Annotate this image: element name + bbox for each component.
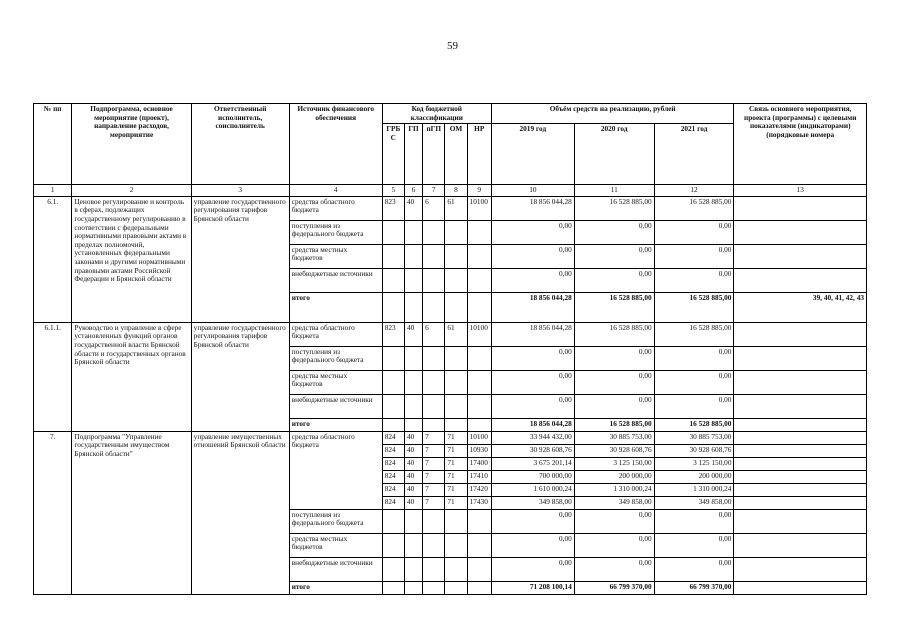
source-label: поступления из федерального бюджета <box>289 220 382 244</box>
amount-2021: 0,00 <box>654 346 734 370</box>
amount-2020: 0,00 <box>574 557 654 581</box>
page-number: 59 <box>447 40 458 52</box>
code-pgp: 7 <box>423 431 445 444</box>
row-program: Подпрограмма "Управление государственным имуществом Брянской области" <box>72 431 191 594</box>
amount-2019: 1 610 000,24 <box>491 483 574 496</box>
amount-2021: 0,00 <box>654 509 734 533</box>
amount-2021: 0,00 <box>654 557 734 581</box>
source-label: средства областного бюджета <box>289 322 382 346</box>
code-pgp: 7 <box>423 457 445 470</box>
code-gp: 40 <box>404 457 422 470</box>
code-gp: 40 <box>404 483 422 496</box>
row-program: Ценовое регулирование и контроль в сферах, подлежащих государственному регулированию в соответствии с федеральными нормативными правовыми актами в пределах полномочий, установленных федеральными законами и другими нормативными правовыми актами Российской Федерации и Брянской области <box>72 196 191 322</box>
code-grbs: 824 <box>382 496 404 509</box>
code-grbs: 824 <box>382 444 404 457</box>
amount-2021: 1 310 000,24 <box>654 483 734 496</box>
amount-2020: 0,00 <box>574 220 654 244</box>
col-number: 12 <box>654 185 734 197</box>
total-2019: 18 856 044,28 <box>491 418 574 431</box>
amount-2019: 33 944 432,00 <box>491 431 574 444</box>
amount-2019: 700 000,00 <box>491 470 574 483</box>
amount-2019: 0,00 <box>491 370 574 394</box>
row-executor: управление имущественных отношений Брянской области <box>191 431 289 594</box>
amount-2020: 0,00 <box>574 346 654 370</box>
code-nr: 10100 <box>467 322 491 346</box>
amount-2019: 349 858,00 <box>491 496 574 509</box>
col-number: 1 <box>34 185 72 197</box>
code-nr: 10100 <box>467 431 491 444</box>
amount-2020: 30 928 608,76 <box>574 444 654 457</box>
code-pgp: 6 <box>423 196 445 220</box>
col-number: 9 <box>467 185 491 197</box>
source-label: средства местных бюджетов <box>289 244 382 268</box>
amount-2020: 200 000,00 <box>574 470 654 483</box>
code-om: 61 <box>445 196 467 220</box>
col-number: 11 <box>574 185 654 197</box>
amount-2020: 0,00 <box>574 533 654 557</box>
header-link: Связь основного мероприятия, проекта (программы) с целевыми показателями (индикаторами) (порядковые номера <box>734 104 867 185</box>
amount-2021: 16 528 885,00 <box>654 196 734 220</box>
total-link: 39, 40, 41, 42, 43 <box>734 292 867 322</box>
amount-2019: 0,00 <box>491 533 574 557</box>
header-volume-group: Объём средств на реализацию, рублей <box>491 104 734 124</box>
amount-2019: 30 928 608,76 <box>491 444 574 457</box>
code-gp: 40 <box>404 444 422 457</box>
amount-2021: 30 885 753,00 <box>654 431 734 444</box>
col-number: 4 <box>289 185 382 197</box>
source-label: внебюджетные источники <box>289 557 382 581</box>
code-om: 71 <box>445 431 467 444</box>
code-pgp: 7 <box>423 483 445 496</box>
code-grbs: 823 <box>382 196 404 220</box>
amount-2021: 0,00 <box>654 370 734 394</box>
header-row-1 <box>34 104 867 124</box>
header-code-nr: НР <box>467 124 491 185</box>
code-gp: 40 <box>404 496 422 509</box>
source-label: средства областного бюджета <box>289 196 382 220</box>
header-year-2021: 2021 год <box>654 124 734 185</box>
code-pgp: 7 <box>423 444 445 457</box>
amount-2020: 0,00 <box>574 268 654 292</box>
amount-2019: 0,00 <box>491 509 574 533</box>
table-row <box>34 431 867 444</box>
amount-2021: 0,00 <box>654 394 734 418</box>
code-nr: 10100 <box>467 196 491 220</box>
amount-2020: 0,00 <box>574 509 654 533</box>
amount-2021: 0,00 <box>654 533 734 557</box>
col-number: 8 <box>445 185 467 197</box>
code-grbs: 824 <box>382 483 404 496</box>
header-code-grbs: ГРБС <box>382 124 404 185</box>
amount-2019: 3 675 201,14 <box>491 457 574 470</box>
amount-2020: 16 528 885,00 <box>574 196 654 220</box>
source-label: поступления из федерального бюджета <box>289 509 382 533</box>
amount-2021: 0,00 <box>654 220 734 244</box>
amount-2021: 349 858,00 <box>654 496 734 509</box>
code-om: 71 <box>445 457 467 470</box>
total-label: итого <box>289 581 382 594</box>
col-number: 2 <box>72 185 191 197</box>
code-nr: 17420 <box>467 483 491 496</box>
code-nr: 10930 <box>467 444 491 457</box>
amount-2019: 0,00 <box>491 394 574 418</box>
amount-2021: 0,00 <box>654 244 734 268</box>
link-cell <box>734 196 867 220</box>
total-2021: 16 528 885,00 <box>654 418 734 431</box>
amount-2019: 0,00 <box>491 244 574 268</box>
amount-2019: 0,00 <box>491 268 574 292</box>
col-number: 13 <box>734 185 867 197</box>
amount-2020: 349 858,00 <box>574 496 654 509</box>
source-label: средства областного бюджета <box>289 431 382 509</box>
source-label: поступления из федерального бюджета <box>289 346 382 370</box>
header-executor: Ответственный исполнитель, соисполнитель <box>191 104 289 185</box>
amount-2020: 1 310 000,24 <box>574 483 654 496</box>
amount-2021: 16 528 885,00 <box>654 322 734 346</box>
row-number: 7. <box>34 431 72 594</box>
amount-2020: 30 885 753,00 <box>574 431 654 444</box>
total-label: итого <box>289 292 382 322</box>
source-label: внебюджетные источники <box>289 394 382 418</box>
amount-2020: 0,00 <box>574 370 654 394</box>
amount-2019: 0,00 <box>491 220 574 244</box>
amount-2020: 0,00 <box>574 394 654 418</box>
code-om: 61 <box>445 322 467 346</box>
code-gp: 40 <box>404 322 422 346</box>
header-code-om: ОМ <box>445 124 467 185</box>
code-gp: 40 <box>404 431 422 444</box>
code-nr: 17400 <box>467 457 491 470</box>
total-2020: 66 799 370,00 <box>574 581 654 594</box>
code-grbs: 824 <box>382 470 404 483</box>
code-grbs: 824 <box>382 457 404 470</box>
col-number: 6 <box>404 185 422 197</box>
row-program: Руководство и управление в сфере установленных функций органов государственной власти Брянской области и государственных органов Брянской области <box>72 322 191 431</box>
row-number: 6.1.1. <box>34 322 72 431</box>
amount-2021: 200 000,00 <box>654 470 734 483</box>
header-num: № пп <box>34 104 72 185</box>
header-code-group: Код бюджетной классификации <box>382 104 491 124</box>
code-om: 71 <box>445 444 467 457</box>
source-label: средства местных бюджетов <box>289 370 382 394</box>
header-year-2020: 2020 год <box>574 124 654 185</box>
total-2020: 16 528 885,00 <box>574 418 654 431</box>
amount-2019: 0,00 <box>491 557 574 581</box>
amount-2020: 3 125 150,00 <box>574 457 654 470</box>
source-label: внебюджетные источники <box>289 268 382 292</box>
code-gp: 40 <box>404 196 422 220</box>
header-source: Источник финансового обеспечения <box>289 104 382 185</box>
total-2020: 16 528 885,00 <box>574 292 654 322</box>
total-2021: 66 799 370,00 <box>654 581 734 594</box>
amount-2020: 0,00 <box>574 244 654 268</box>
amount-2021: 3 125 150,00 <box>654 457 734 470</box>
amount-2021: 0,00 <box>654 268 734 292</box>
code-grbs: 824 <box>382 431 404 444</box>
col-number: 5 <box>382 185 404 197</box>
total-2021: 16 528 885,00 <box>654 292 734 322</box>
amount-2021: 30 928 608,76 <box>654 444 734 457</box>
code-om: 71 <box>445 483 467 496</box>
code-gp: 40 <box>404 470 422 483</box>
total-2019: 71 208 100,14 <box>491 581 574 594</box>
code-om: 71 <box>445 470 467 483</box>
table-row <box>34 322 867 346</box>
code-nr: 17410 <box>467 470 491 483</box>
col-number: 7 <box>423 185 445 197</box>
code-pgp: 6 <box>423 322 445 346</box>
code-pgp: 7 <box>423 470 445 483</box>
header-year-2019: 2019 год <box>491 124 574 185</box>
amount-2019: 18 856 044,28 <box>491 196 574 220</box>
amount-2019: 0,00 <box>491 346 574 370</box>
row-number: 6.1. <box>34 196 72 322</box>
total-label: итого <box>289 418 382 431</box>
code-pgp: 7 <box>423 496 445 509</box>
row-executor: управление государственного регулирования тарифов Брянской области <box>191 322 289 431</box>
total-2019: 18 856 044,28 <box>491 292 574 322</box>
amount-2019: 18 856 044,28 <box>491 322 574 346</box>
amount-2020: 16 528 885,00 <box>574 322 654 346</box>
table-row <box>34 196 867 220</box>
budget-table <box>33 103 867 595</box>
header-code-pgp: пГП <box>423 124 445 185</box>
header-code-gp: ГП <box>404 124 422 185</box>
code-om: 71 <box>445 496 467 509</box>
row-executor: управление государственного регулирования тарифов Брянской области <box>191 196 289 322</box>
col-number: 3 <box>191 185 289 197</box>
source-label: средства местных бюджетов <box>289 533 382 557</box>
code-grbs: 823 <box>382 322 404 346</box>
col-number: 10 <box>491 185 574 197</box>
code-nr: 17430 <box>467 496 491 509</box>
header-program: Подпрограмма, основное мероприятие (проект), направление расходов, мероприятие <box>72 104 191 185</box>
column-numbers-row <box>34 185 867 197</box>
